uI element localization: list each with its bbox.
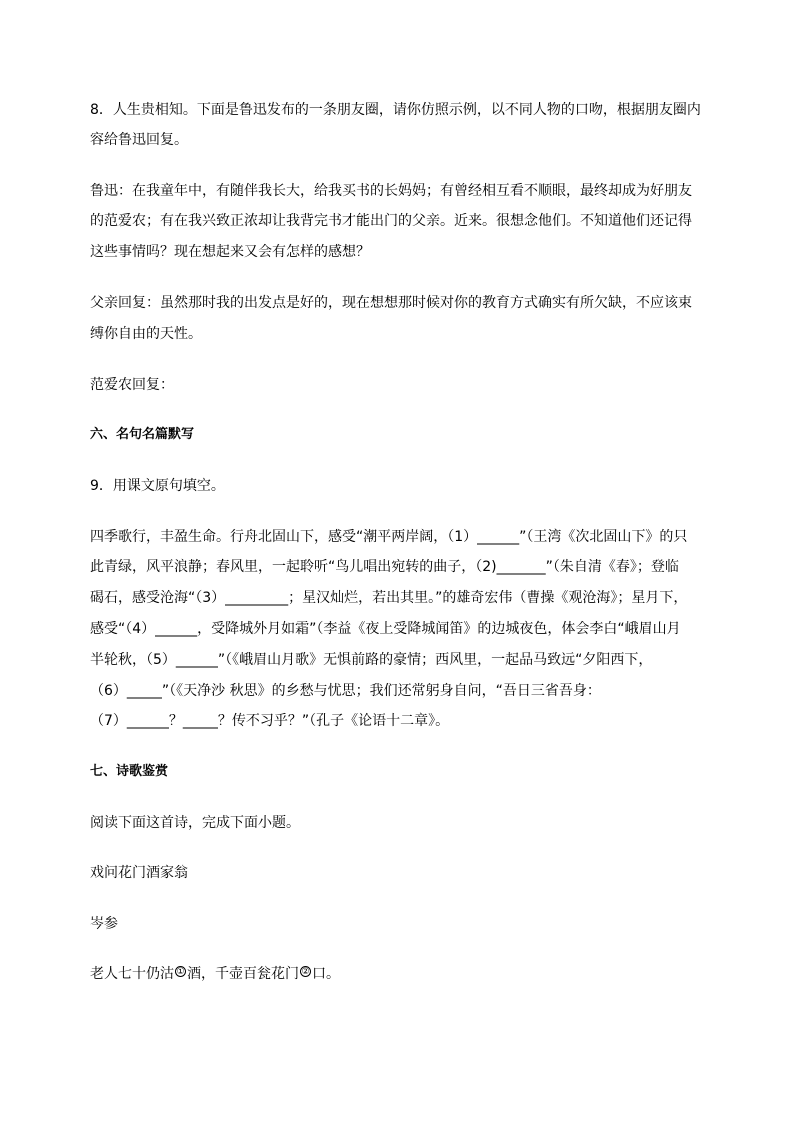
poem-intro: 阅读下面这首诗，完成下面小题。 bbox=[90, 815, 300, 831]
poem-line-1-part-b: 酒，千壶百瓮花门 bbox=[187, 966, 299, 982]
q9-text-line-4: 感受“（4）______，受降城外月如霜”（李益《夜上受降城闻笛》的边城夜色，体会李白“峨眉山月 bbox=[90, 621, 681, 637]
section-6-heading: 六、名句名篇默写 bbox=[90, 427, 195, 442]
fan-reply-label: 范爱农回复： bbox=[90, 377, 174, 393]
q8-line-1: 8．人生贵相知。下面是鲁迅发布的一条朋友圈，请你仿照示例，以不同人物的口吻，根据朋友圈内 bbox=[90, 102, 701, 118]
luxun-post-line-1: 鲁迅：在我童年中，有随伴我长大，给我买书的长妈妈；有曾经相互看不顺眼，最终却成为好朋友 bbox=[90, 183, 692, 199]
poem-line-1-part-a: 老人七十仍沽 bbox=[90, 966, 174, 982]
q9-text-line-6: （6）_____”（《天净沙 秋思》的乡愁与忧思；我们还常躬身自问，“吾日三省吾身： bbox=[90, 683, 601, 699]
q8-line-2: 容给鲁迅回复。 bbox=[90, 132, 188, 148]
poem-line-1 bbox=[90, 960, 710, 988]
q9-text-line-7: （7）______？_____？传不习乎？”（孔子《论语十二章》。 bbox=[90, 713, 450, 729]
q9-prompt: 9．用课文原句填空。 bbox=[90, 478, 225, 494]
luxun-post-line-2: 的范爱农；有在我兴致正浓却让我背完书才能出门的父亲。近来。很想念他们。不知道他们还记得 bbox=[90, 213, 692, 229]
q9-text-line-2: 此青绿，风平浪静；春风里，一起聆听“鸟儿唱出宛转的曲子，（2)_______”（朱自清《春》；登临 bbox=[90, 559, 679, 575]
section-7-heading: 七、诗歌鉴赏 bbox=[90, 764, 169, 779]
poem-author: 岑参 bbox=[90, 916, 118, 932]
q9-text-line-3: 碣石，感受沧海“（3）_________；星汉灿烂，若出其里。”的雄奇宏伟（曹操《观沧海》；星月下， bbox=[90, 590, 688, 606]
footnote-marker-2: ② bbox=[301, 967, 310, 977]
father-reply-line-1: 父亲回复：虽然那时我的出发点是好的，现在想想那时候对你的教育方式确实有所欠缺，不应该束 bbox=[90, 295, 692, 311]
q9-text-line-5: 半轮秋，（5）______”（《峨眉山月歌》无惧前路的豪情；西风里，一起品马致远“夕阳西下， bbox=[90, 652, 653, 668]
father-reply-line-2: 缚你自由的天性。 bbox=[90, 326, 202, 342]
poem-line-1-part-c: 口。 bbox=[312, 966, 340, 982]
q9-text-line-1: 四季歌行，丰盈生命。行舟北固山下，感受“潮平两岸阔，（1）______”（王湾《次北固山下》的只 bbox=[90, 529, 688, 545]
poem-title: 戏问花门酒家翁 bbox=[90, 865, 188, 881]
luxun-post-line-3: 这些事情吗？现在想起来又会有怎样的感想？ bbox=[90, 244, 370, 260]
footnote-marker-1: ① bbox=[176, 967, 185, 977]
